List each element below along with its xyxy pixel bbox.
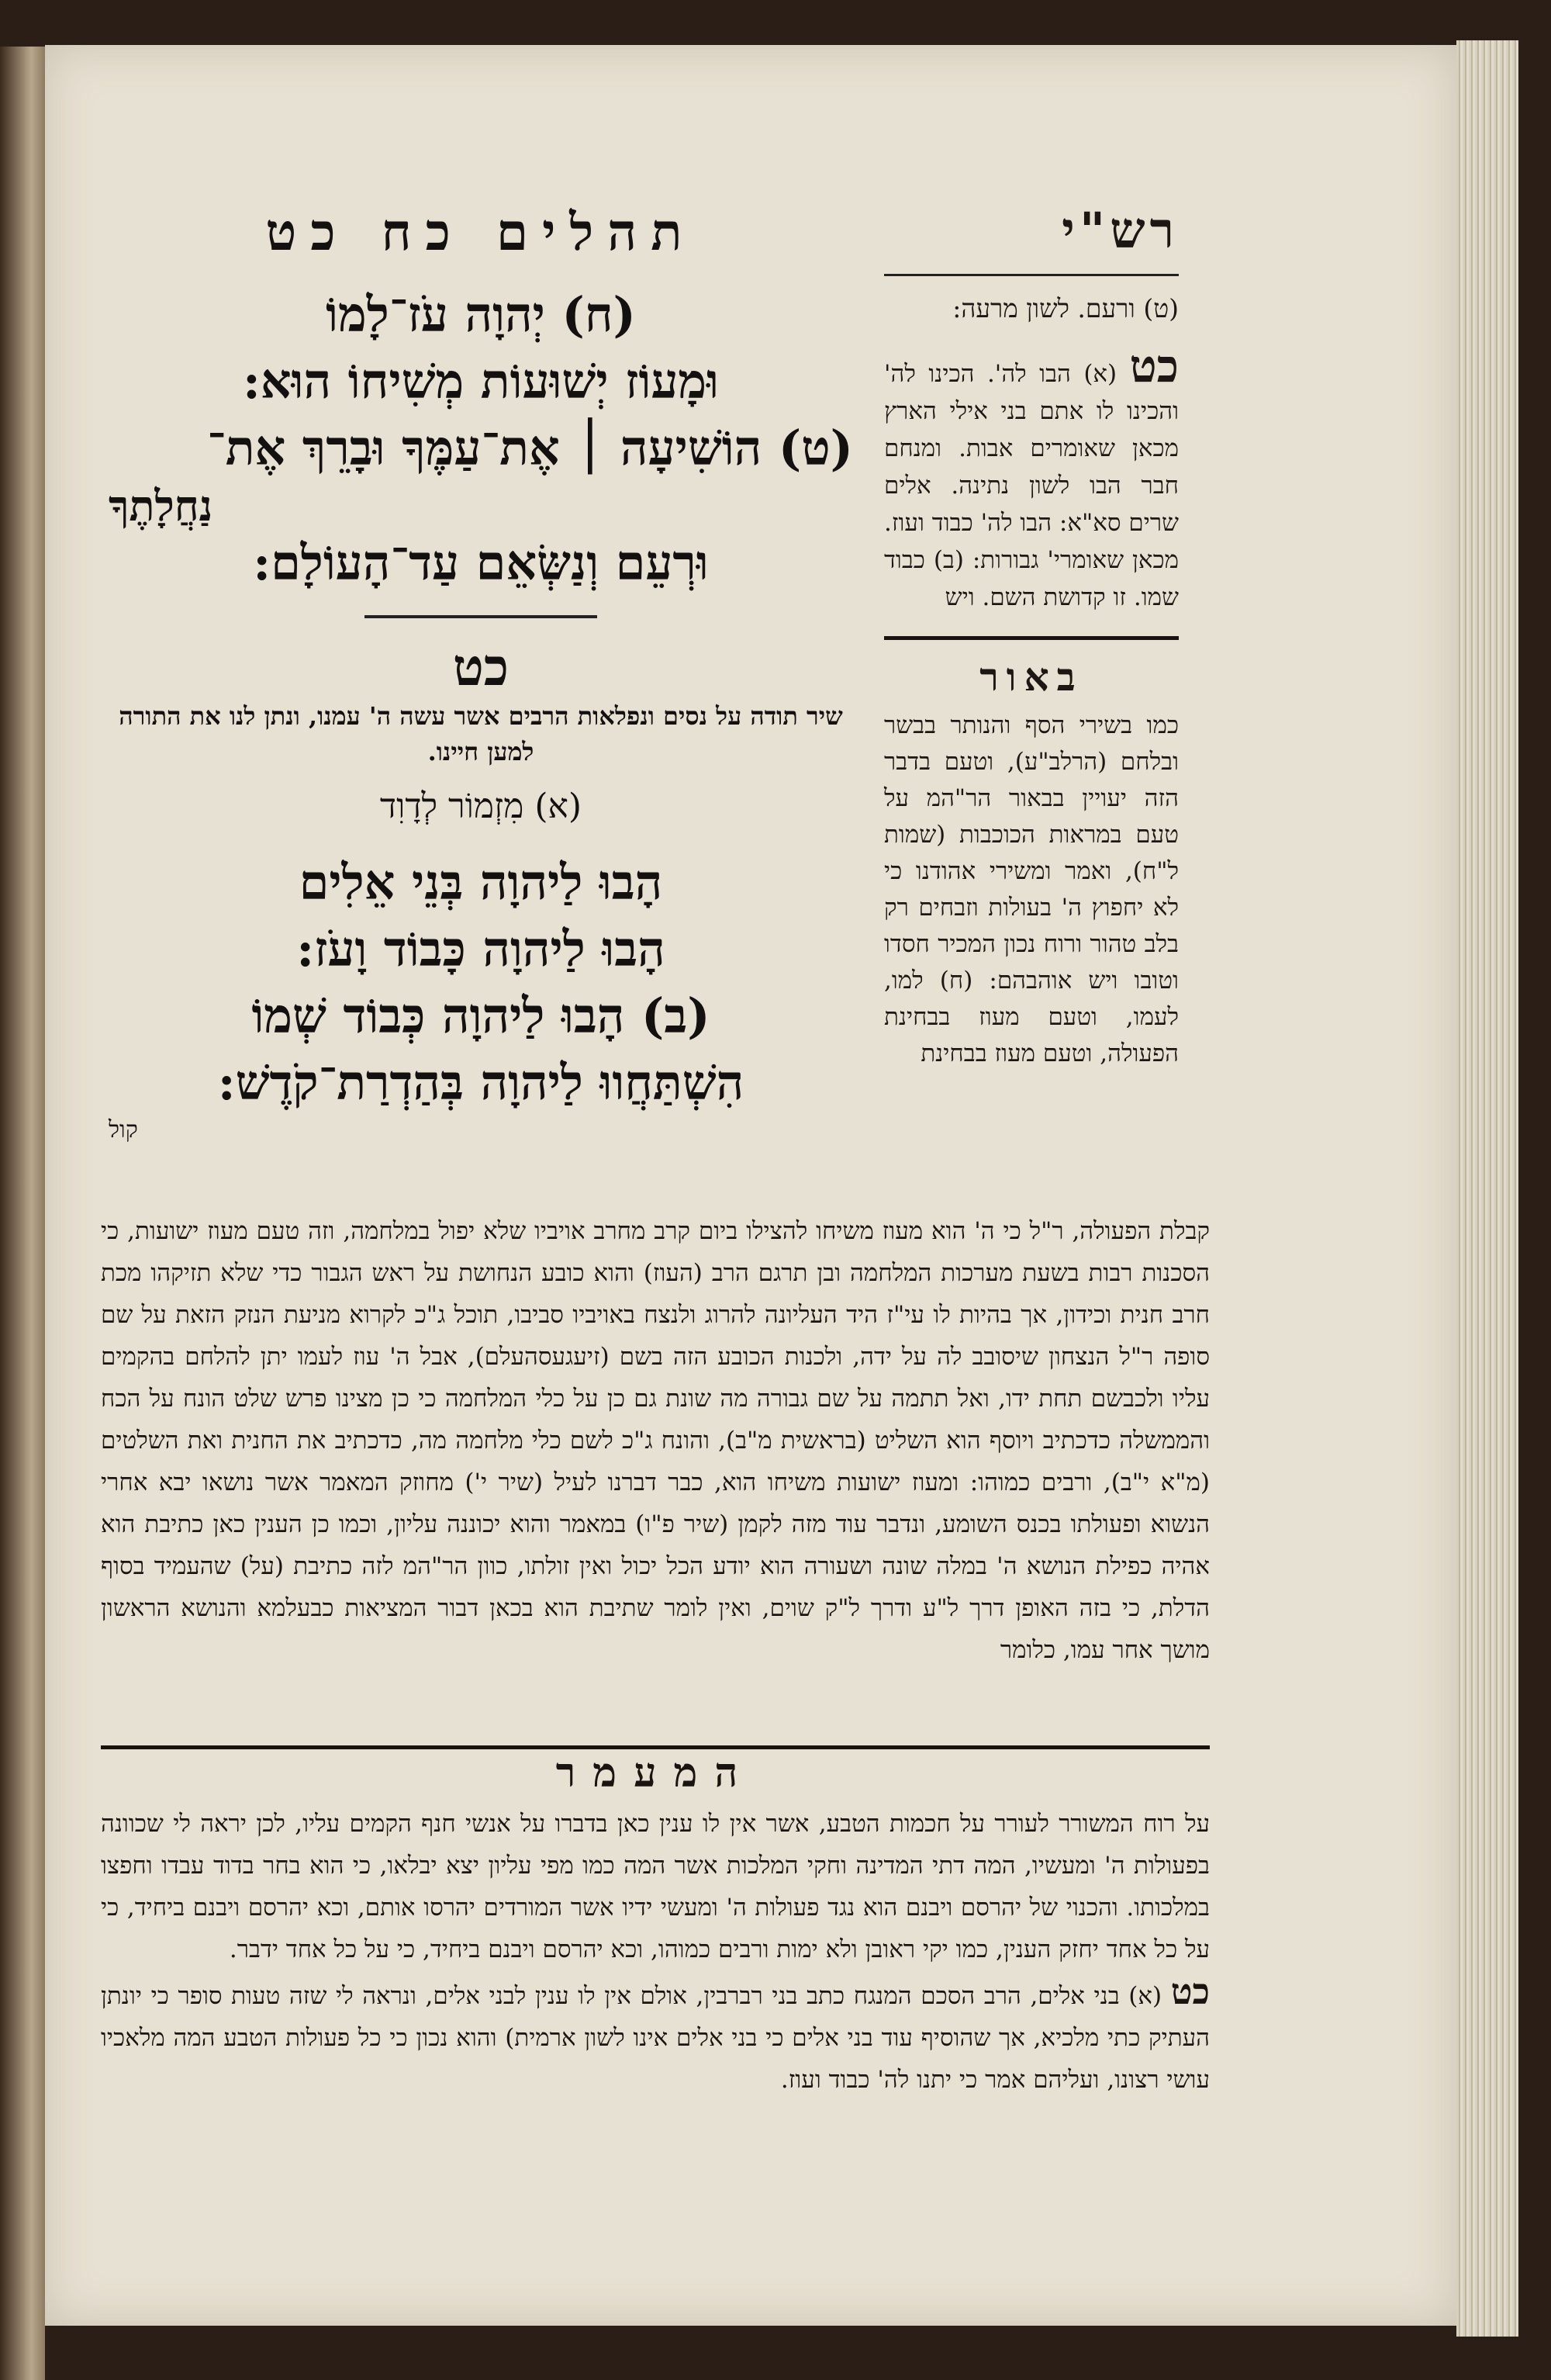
verse-28-9b: נַחֲלָתֶךָ xyxy=(109,481,213,531)
rashi-column xyxy=(884,202,1179,1072)
verse-28-8: (ח) יְהוָה עֹז־לָמוֹ xyxy=(326,286,636,343)
hamaamar-section xyxy=(101,1745,1210,2101)
verse-29-1b: הָבוּ לַיהוָה כָּבוֹד וָעֹז: xyxy=(296,921,665,977)
rashi-prev-comment: (ט) ורעם. לשון מרעה: xyxy=(952,293,1179,323)
verse-29-2b: הִשְׁתַּחֲווּ לַיהוָה בְּהַדְרַת־קֹדֶשׁ: xyxy=(217,1054,744,1111)
hamaamar-title: המעמר xyxy=(555,1749,755,1797)
biur-continuation xyxy=(101,1210,1210,1671)
rashi-text: (א) הבו לה'. הכינו לה' והכינו לו אתם בני אילי הארץ מכאן שאומרים אבות. ומנחם חבר הבו לשון נתינה. אלים שרים סא"א: הבו לה' כבוד ועוז. מכאן שאומרי' גבורות: (ב) כבוד שמו. זו קדושת השם. ויש xyxy=(884,360,1179,611)
hamaamar-chapter: כט xyxy=(1170,1970,1210,2012)
verse-28-8b: וּמָעוֹז יְשׁוּעוֹת מְשִׁיחוֹ הוּא: xyxy=(242,353,720,410)
verse-29-2a: (ב) הָבוּ לַיהוָה כְּבוֹד שְׁמוֹ xyxy=(251,988,710,1044)
psalm-divider xyxy=(364,615,597,618)
rashi-body xyxy=(884,340,1179,616)
biur-rule xyxy=(884,636,1179,640)
hamaamar-text-2-body: (א) בני אלים, הרב הסכם המנגח כתב בני רברבין, אולם אין לו ענין לבני אלים, ונראה לי שזה טעות סופר כי יונתן העתיק כתי מלכיא, אך שהוסיף עוד בני אלים כי בני אלים אינו לשון ארמית) והוא נכון כי כל פעולות הטבע המה מלאכיו עושי רצונו, ועליהם אמר כי יתנו לה' כבוד ועוז. xyxy=(101,1982,1210,2094)
verse-28-9c: וּרְעֵם וְנַשְּׂאֵם עַד־הָעוֹלָם: xyxy=(253,534,709,591)
left-page-edge xyxy=(0,47,45,2380)
page-stack-edge xyxy=(1456,40,1518,2337)
verse-29-1a: הָבוּ לַיהוָה בְּנֵי אֵלִים xyxy=(299,854,663,911)
main-column xyxy=(109,202,853,1143)
catchword: קול xyxy=(109,1116,138,1143)
biur-continuation-text: קבלת הפעולה, ר"ל כי ה' הוא מעוז משיחו להצילו ביום קרב מחרב אויביו שלא יפול במלחמה, וזה טעם מעוז ישועות, כי הסכנות רבות בשעת מערכות המלחמה ובן תרגם הרב (העוז) והוא כובע הנחושת על ראש הגבור כדי שלא תזיקהו מכת חרב חנית וכידון, אך בהיות לו עי"ז היד העליונה להרוג ולנצח באויביו סביבו, תוכל ג"כ לקרוא מניעת הנזק הזאת על שם סופה ר"ל הנצחון שיסובב לה על ידה, ולכנות הכובע הזה בשם (זיעגעסהעלם), אבל ה' עוז לעמו יתן להלחם בהקמים עליו ולכבשם תחת ידו, ואל תתמה על שם גבורה מה שונת גם כן על כלי המלחמה כי כן מצינו פרש שלט הונח על הכח והממשלה כדכתיב ויוסף הוא השליט (בראשית מ"ב), והונח ג"כ לשם כלי מלחמה מה, כדכתיב את החנית ואת השלטים (מ"א י"ב), ורבים כמוהו: ומעוז ישועות משיחו הוא, כבר דברנו לעיל (שיר י') מחוזק המאמר אשר נושאו יבא אחרי הנשוא ופעולתו בכנס השומע, ונדבר עוד מזה לקמן (שיר פ"ו) במאמר והוא יכוננה עליון, וכמו כן הענין כאן כתיבת הוא אהיה כפילת הנושא ה' במלה שונה ושעורה הוא יודע הכל יכול ואין זולתו, כוון הר"המ לזה כתיבת (על) שהעמיד בסוף הדלת, כי בזה האופן דרך ל"ע ודרך ל"ק שוים, ואין לומר שתיבת הוא בכאן דבור המציאות כבעלמא והנושא הראשון מושך אחר עמו, כלומר xyxy=(101,1217,1210,1664)
hamaamar-text: על רוח המשורר לעורר על חכמות הטבע, אשר אין לו ענין כאן בדברו על אנשי חנף הקמים עליו, לכן יראה לי שכוונה בפעולות ה' ומעשיו, המה דתי המדינה וחקי המלכות אשר המה כמו מפי עליון יצא יבלאו, כי הוא בחר בדוד עבדו וחפצו במלכותו. והכנוי של יהרסם ויבנם הוא נגד פעולות ה' ומעשי ידיו אשר המורדים יהרסו אותם, וכא יהרסם ויבנם ביחיד, כי על כל אחד יחזק הענין, כמו יקי ראובן ולא ימות ורבים כמוהו, וכא יהרסם ויבנם ביחיד, כי על כל אחד ידבר. xyxy=(101,1810,1210,1963)
biur-text: כמו בשירי הסף והנותר בבשר ובלחם (הרלב"ע), וטעם בדבר הזה יעויין בבאור הר"המ על טעם במראות הכוכבות (שמות ל"ח), ואמר ומשירי אהודנו כי לא יחפוץ ה' בעולות וזבחים רק בלב טהור ורוח נכון המכיר חסדו וטובו ויש אוהבהם: (ח) למו, לעמו, וטעם מעוז בבחינת הפעולה, וטעם מעוז בבחינת xyxy=(884,711,1179,1067)
verse-28-9: (ט) הוֹשִׁיעָה ׀ אֶת־עַמֶּךָ וּבָרֵךְ אֶת־ xyxy=(206,420,853,476)
psalm-dedication: שיר תודה על נסים ונפלאות הרבים אשר עשה ה' עמנו, ונתן לנו את התורה למען חיינו. xyxy=(119,701,843,766)
rashi-chapter: כט xyxy=(1129,340,1179,393)
psalm-superscription: (א) מִזְמוֹר לְדָוִד xyxy=(379,787,582,826)
psalm-number: כט xyxy=(452,637,510,697)
page-title: תהלים כח כט xyxy=(265,202,696,262)
rashi-rule xyxy=(884,274,1179,276)
rashi-title: רש"י xyxy=(1062,202,1179,260)
biur-title: באור xyxy=(979,654,1083,700)
hamaamar-text-2 xyxy=(101,1970,1210,2101)
